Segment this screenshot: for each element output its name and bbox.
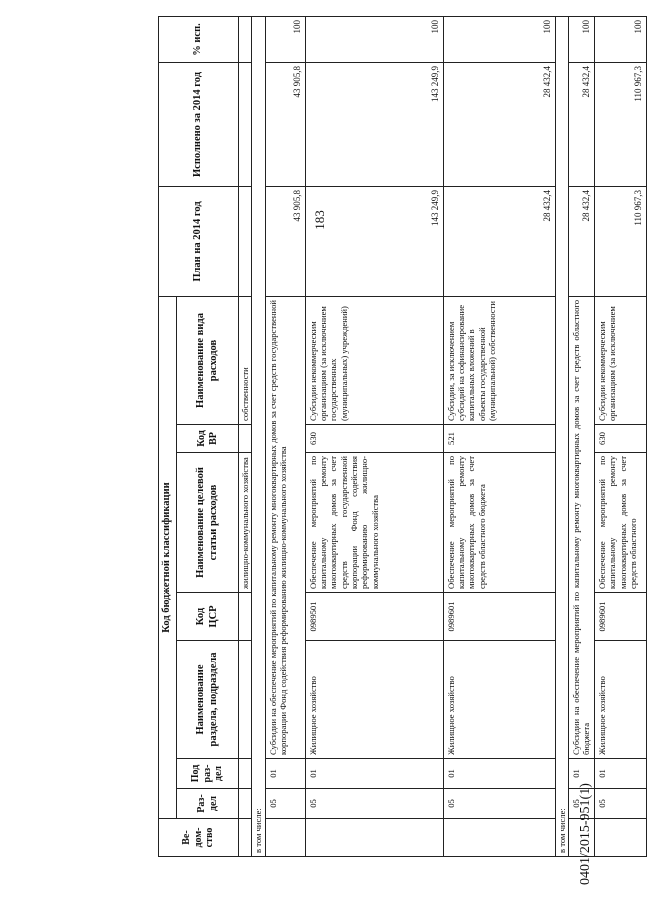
- cell-podrazdel: 01: [305, 759, 443, 789]
- col-header-done: Исполнено за 2014 год: [159, 62, 239, 186]
- cell-csr: 0989501: [305, 593, 443, 641]
- col-header-razdel: Раз-дел: [177, 789, 239, 819]
- document-code: 0401/2015-951(1): [578, 783, 593, 885]
- cell-razdel: 05: [443, 789, 555, 819]
- cell-done: 110 967,3: [594, 62, 646, 186]
- cell-done: 28 432,4: [568, 62, 594, 186]
- col-header-podrazdel: Под раз-дел: [177, 759, 239, 789]
- in-that-label: в том числе:: [555, 16, 568, 856]
- table-row: [265, 16, 305, 856]
- cell-vr-name: Субсидии некоммерческим организациям (за исключением государственных (муниципальных) учреждений): [305, 296, 443, 424]
- cell-csr-name: Обеспечение мероприятий по капитальному ремонту многоквартирных домов за счет средств государственной корпорации Фонд содействия реформированию жилищно-коммунального хозяйства: [305, 453, 443, 593]
- col-header-plan: План на 2014 год: [159, 186, 239, 296]
- cell-pct: 100: [305, 16, 443, 62]
- cell-done: 43 905,8: [265, 62, 305, 186]
- table-row: [252, 16, 265, 856]
- table-row: [594, 16, 646, 856]
- cell-vr-name: собственности: [239, 296, 252, 424]
- col-header-vr-name: Наименование вида расходов: [177, 296, 239, 424]
- col-header-dept: Ве-дом-ство: [159, 819, 239, 857]
- cell-razdel-name: Жилищное хозяйство: [594, 641, 646, 759]
- cell-csr-name: жилищно-коммунального хозяйства: [239, 453, 252, 593]
- cell-vr: 521: [443, 425, 555, 453]
- cell-podrazdel: 01: [265, 759, 305, 789]
- cell-vr-name: Субсидии, за исключением субсидий на софинансирование капитальных вложений в объекты государственной (муниципальной) собственности: [443, 296, 555, 424]
- cell-vr-name: Субсидии некоммерческим организациям (за исключением: [594, 296, 646, 424]
- cell-pct: 100: [265, 16, 305, 62]
- col-header-csr-name: Наименование целевой статьи расходов: [177, 453, 239, 593]
- cell-description: Субсидии на обеспечение мероприятий по капитальному ремонту многоквартирных домов за счет средств областного бюджета: [568, 296, 594, 758]
- col-header-csr: Код ЦСР: [177, 593, 239, 641]
- cell-pct: 100: [443, 16, 555, 62]
- table-row: [239, 16, 252, 856]
- cell-razdel-name: Жилищное хозяйство: [305, 641, 443, 759]
- cell-pct: 100: [594, 16, 646, 62]
- in-that-label: в том числе:: [252, 16, 265, 856]
- cell-plan: 28 432,4: [568, 186, 594, 296]
- table-row: [568, 16, 594, 856]
- cell-pct: 100: [568, 16, 594, 62]
- cell-csr-name: Обеспечение мероприятий по капитальному ремонту многоквартирных домов за счет средств областного бюджета: [443, 453, 555, 593]
- cell-podrazdel: 01: [594, 759, 646, 789]
- cell-vr: 630: [305, 425, 443, 453]
- cell-description: Субсидии на обеспечение мероприятий по капитальному ремонту многоквартирных домов за счет средств государственной корпорации Фонд содействия реформированию жилищно-коммунального хозяйства: [265, 296, 305, 758]
- col-header-pct: % исп.: [159, 16, 239, 62]
- cell-done: 143 249,9: [305, 62, 443, 186]
- cell-razdel: 05: [265, 789, 305, 819]
- rotated-table-container: [158, 17, 644, 857]
- group-header: Код бюджетной классификации: [159, 296, 177, 818]
- cell-razdel-name: Жилищное хозяйство: [443, 641, 555, 759]
- cell-plan: 43 905,8: [265, 186, 305, 296]
- table-row: [443, 16, 555, 856]
- cell-plan: 28 432,4: [443, 186, 555, 296]
- col-header-razdel-name: Наименование раздела, подраздела: [177, 641, 239, 759]
- cell-vr: 630: [594, 425, 646, 453]
- cell-plan: 143 249,9: [305, 186, 443, 296]
- table-row: [555, 16, 568, 856]
- cell-razdel: 05: [594, 789, 646, 819]
- table-row: [305, 16, 443, 856]
- col-header-vr: Код ВР: [177, 425, 239, 453]
- cell-done: 28 432,4: [443, 62, 555, 186]
- cell-razdel: 05: [568, 789, 594, 819]
- cell-podrazdel: 01: [568, 759, 594, 789]
- cell-csr-name: Обеспечение мероприятий по капитальному ремонту многоквартирных домов за счет средств областного: [594, 453, 646, 593]
- cell-csr: 0989601: [443, 593, 555, 641]
- cell-razdel: 05: [305, 789, 443, 819]
- budget-table: [158, 16, 647, 857]
- cell-csr: 0989601: [594, 593, 646, 641]
- page-number: 183: [312, 210, 327, 230]
- cell-plan: 110 967,3: [594, 186, 646, 296]
- cell-podrazdel: 01: [443, 759, 555, 789]
